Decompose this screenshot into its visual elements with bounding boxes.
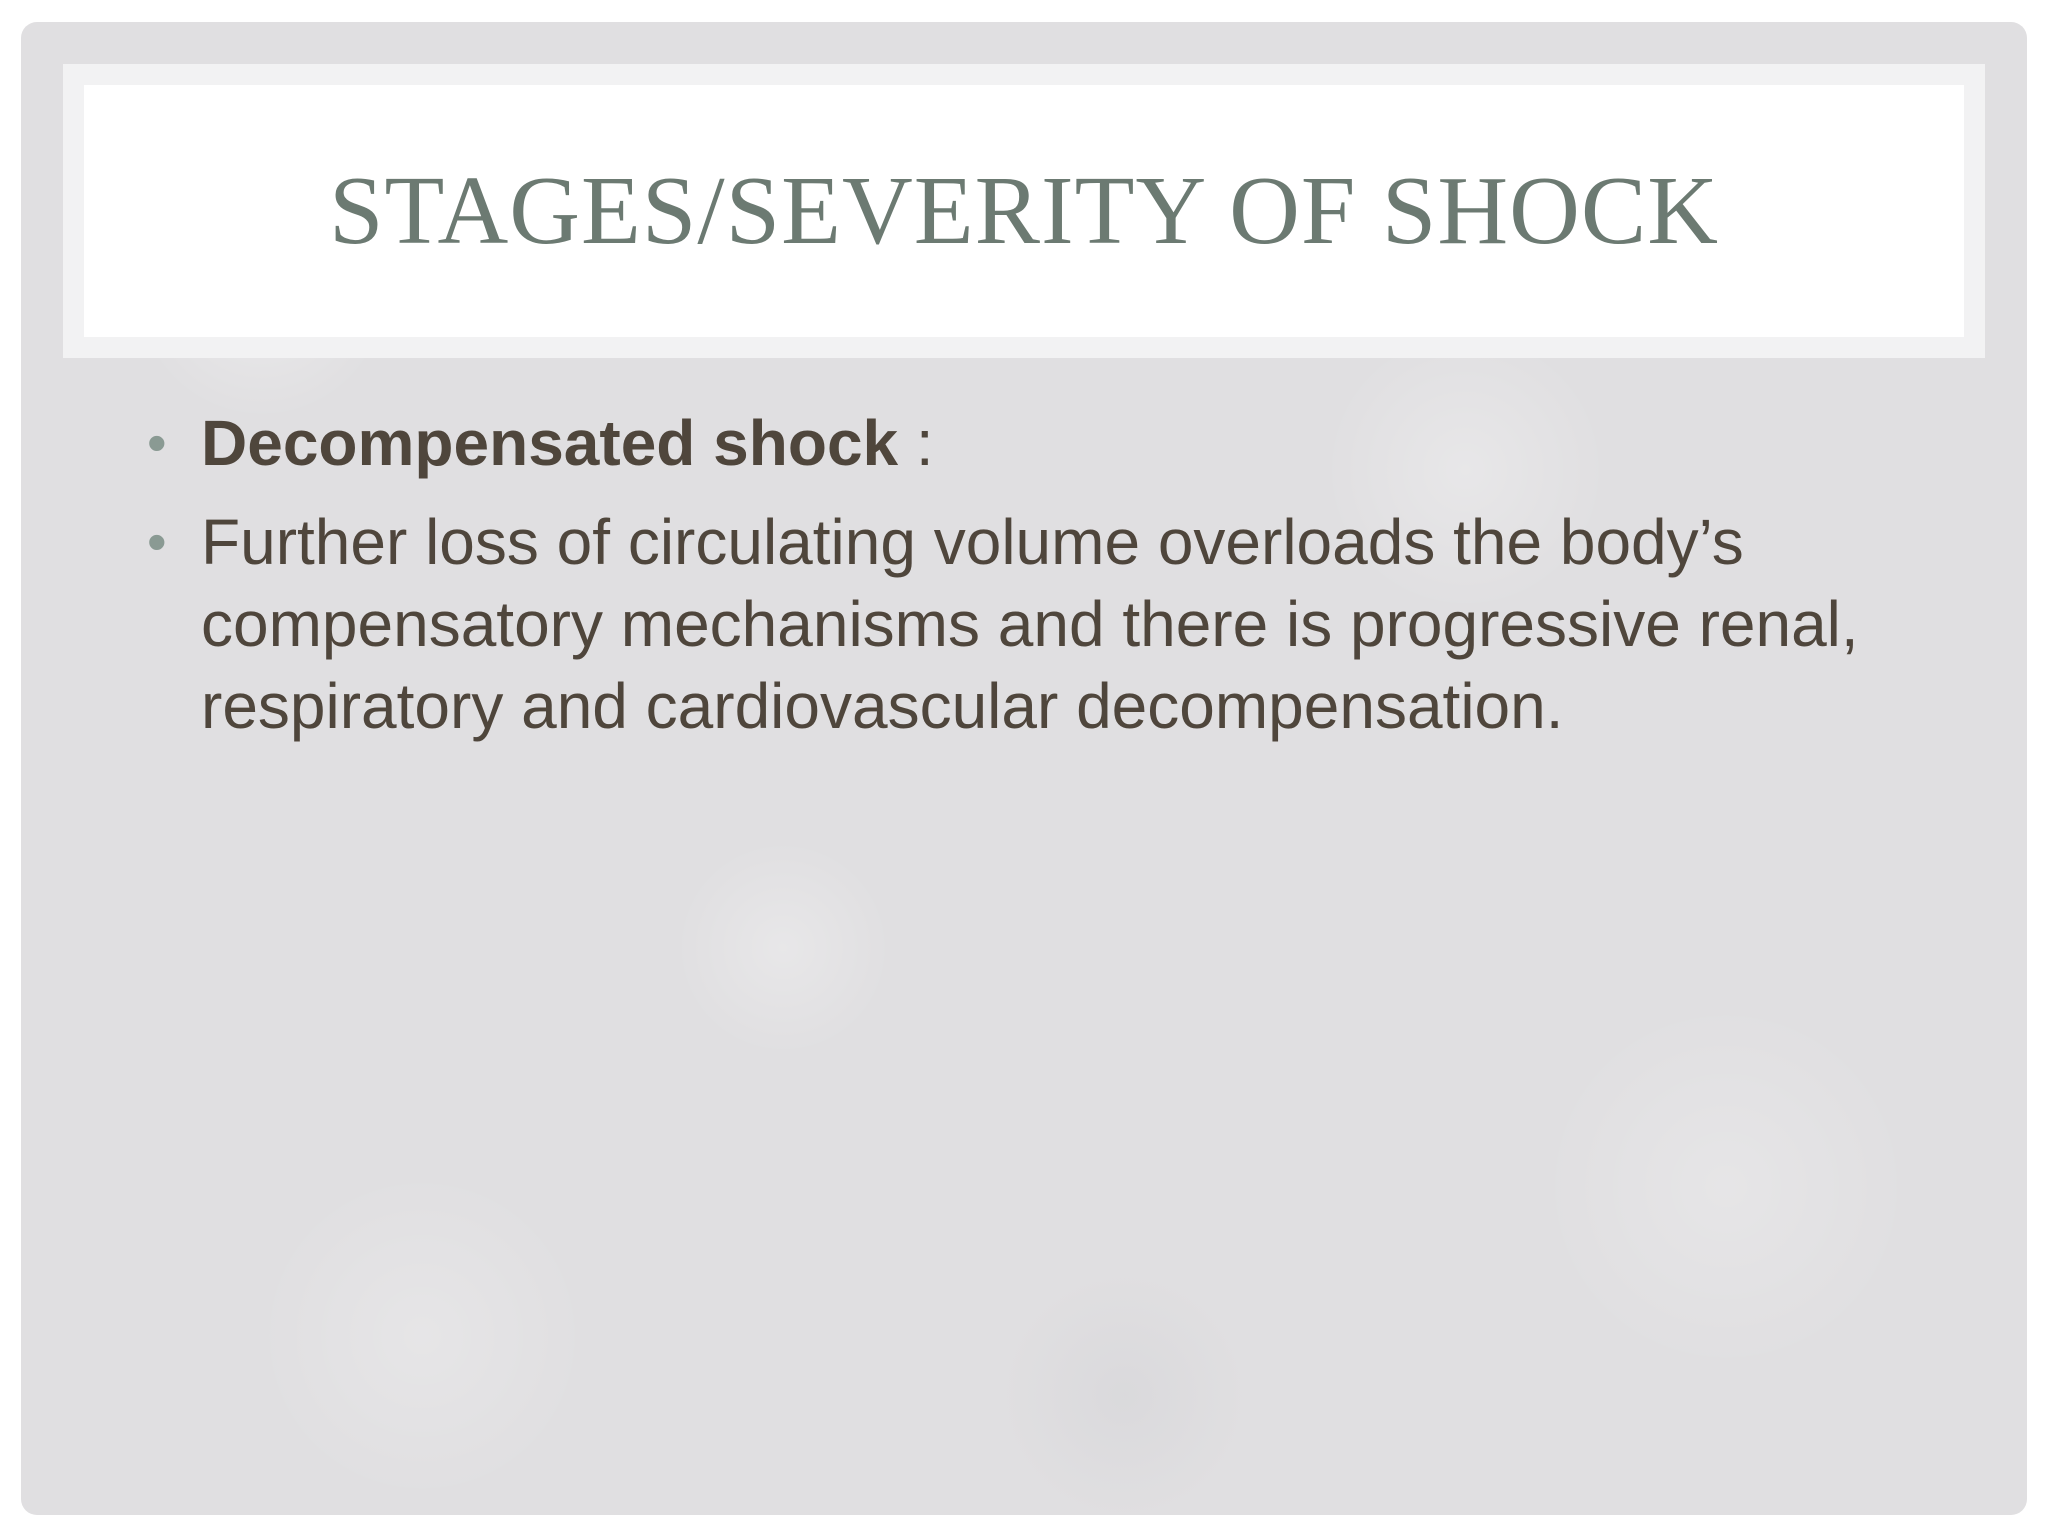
bullet-item-2 <box>141 501 1901 747</box>
slide <box>21 22 2027 1515</box>
content-body <box>141 402 1901 764</box>
title-box <box>84 85 1964 337</box>
bullet-item-1 <box>141 402 1901 484</box>
bullet-text: : <box>898 407 934 479</box>
bullet-icon: • <box>147 510 167 573</box>
slide-title: STAGES/SEVERITY OF SHOCK <box>328 157 1720 265</box>
bullet-icon: • <box>147 411 167 474</box>
bullet-text: Further loss of circulating volume overloads the body’s compensatory mechanisms and there is progressive renal, respiratory and cardiovascular decompensation. <box>201 506 1859 742</box>
bullet-bold-text: Decompensated shock <box>201 407 899 479</box>
title-frame <box>63 64 1985 358</box>
